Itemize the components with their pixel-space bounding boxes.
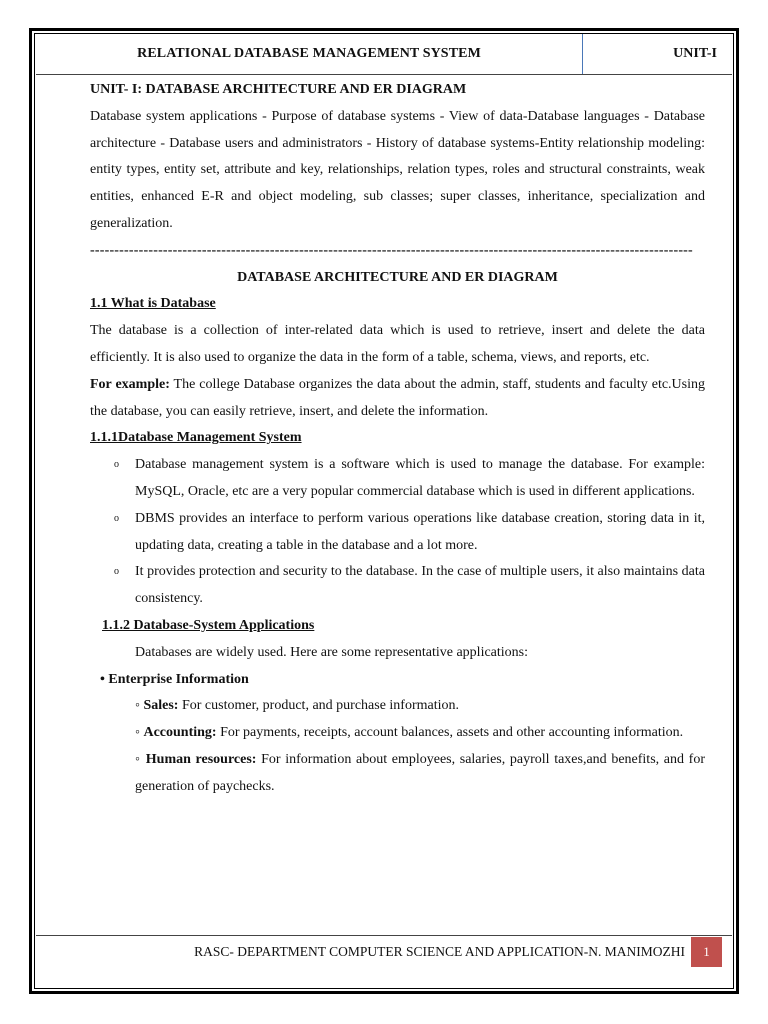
bullet-circle-icon: o [114,566,119,578]
enterprise-label: • Enterprise Information [100,671,249,687]
syllabus-text: Database system applications - Purpose of database systems - View of data-Database languages - Database architecture - Database users and administrators - History of database systems-Entity relationship modeling: entity types, entity set, attribute and key, relationships, relation types, roles and structural constraints, weak entities, enhanced E-R and object modeling, sub classes; super classes, inheritance, specialization and generalization. [90,108,705,231]
example-paragraph [90,372,705,426]
accounting-label: Accounting: [143,725,217,741]
bullet-circle-icon: o [114,459,119,471]
sales-item [90,693,705,720]
header-title: RELATIONAL DATABASE MANAGEMENT SYSTEM [137,46,481,61]
page-number-badge: 1 [691,937,722,967]
footer-rule [36,935,732,936]
bullet-circle-icon: o [114,512,119,524]
sales-label: Sales: [143,698,179,714]
list-item: o DBMS provides an interface to perform various operations like database creation, storing data in it, updating data, creating a table in the database and a lot more. [90,506,705,560]
header-rule [36,74,732,75]
what-is-database-text: The database is a collection of inter-related data which is used to retrieve, insert and delete the data efficiently. It is also used to organize the data in the form of a table, schema, views, and reports, etc. [90,323,705,365]
section-divider: ---------------------------------------------------------------------------------------------------------------------------- [90,242,693,258]
accounting-text: For payments, receipts, account balances, assets and other accounting information. [216,725,684,741]
hr-item [90,747,705,801]
applications-intro: Databases are widely used. Here are some representative applications: [135,644,528,660]
page-content [90,77,705,801]
syllabus-heading: UNIT- I: DATABASE ARCHITECTURE AND ER DIAGRAM [90,82,467,97]
list-item: o Database management system is a software which is used to manage the database. For example: MySQL, Oracle, etc are a very popular commercial database which is used in different applications. [90,452,705,506]
hr-label: ◦ Human resources: [135,751,257,767]
dbms-heading: 1.1.1Database Management System [90,430,302,446]
dbms-list [90,452,705,613]
hr-text: For information about employees, salaries, payroll taxes,and benefits, and for generation of paychecks. [135,751,705,794]
section-title: DATABASE ARCHITECTURE AND ER DIAGRAM [237,269,558,285]
accounting-bullet: ◦ [135,725,144,741]
what-is-database-heading: 1.1 What is Database [90,296,216,312]
accounting-item [90,720,705,747]
example-label: For example: [90,376,170,392]
applications-heading: 1.1.2 Database-System Applications [102,617,315,633]
example-text: The college Database organizes the data about the admin, staff, students and faculty etc.Using the database, you can easily retrieve, insert, and delete the information. [90,376,705,419]
sales-bullet: ◦ [135,698,144,714]
sales-text: For customer, product, and purchase information. [178,698,460,714]
footer-text: RASC- DEPARTMENT COMPUTER SCIENCE AND APPLICATION-N. MANIMOZHI [194,944,685,959]
list-item: o It provides protection and security to the database. In the case of multiple users, it also maintains data consistency. [90,559,705,613]
applications-heading-row [90,613,705,640]
header-unit: UNIT-I [673,46,717,61]
